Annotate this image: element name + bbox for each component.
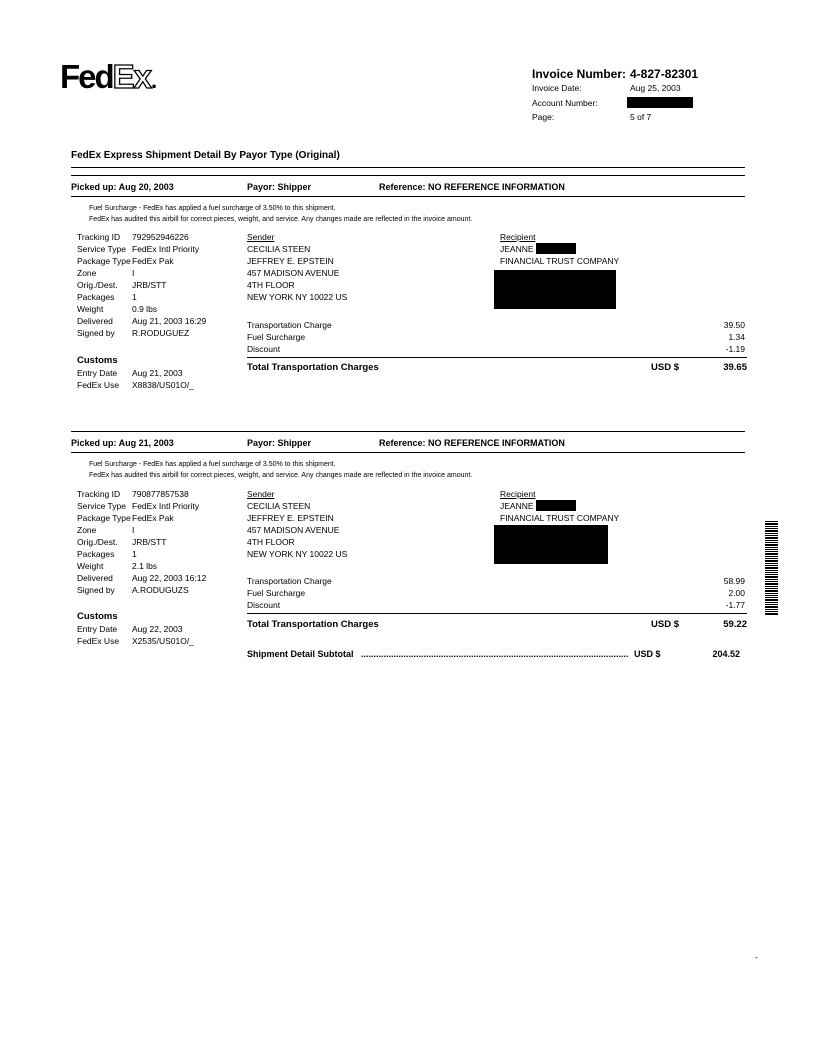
fuel-surcharge-note: Fuel Surcharge - FedEx has applied a fuel surcharge of 3.50% to this shipment. (89, 205, 336, 212)
total-divider (247, 357, 747, 358)
recipient-line: JEANNE (500, 501, 534, 511)
tracking-id-label: Tracking ID (77, 489, 121, 499)
fuel-surcharge: 1.34 (728, 332, 745, 342)
sender-line: CECILIA STEEN (247, 244, 311, 254)
sender-heading: Sender (247, 489, 275, 499)
weight-label: Weight (77, 304, 104, 314)
logo-dot: . (151, 68, 156, 93)
recipient-address-redaction (494, 525, 608, 564)
sender-line: CECILIA STEEN (247, 501, 311, 511)
sender-line: JEFFREY E. EPSTEIN (247, 256, 334, 266)
account-number-redaction (627, 97, 693, 108)
packages-label: Packages (77, 292, 115, 302)
package-type: FedEx Pak (132, 513, 174, 523)
sender-line: 457 MADISON AVENUE (247, 525, 340, 535)
fedex-use: X8838/US01O/_ (132, 380, 194, 390)
fuel-surcharge: 2.00 (728, 588, 745, 598)
audit-note: FedEx has audited this airbill for correct pieces, weight, and service. Any changes made are reflected in the invoice amount. (89, 216, 473, 223)
customs-heading: Customs (77, 611, 118, 622)
total-label: Total Transportation Charges (247, 362, 379, 373)
zone: I (132, 525, 135, 535)
fedex-logo (60, 60, 155, 93)
service-type-label: Service Type (77, 501, 126, 511)
zone-label: Zone (77, 525, 97, 535)
fedex-use-label: FedEx Use (77, 636, 120, 646)
orig-dest: JRB/STT (132, 537, 167, 547)
fedex-use-label: FedEx Use (77, 380, 120, 390)
packages: 1 (132, 549, 137, 559)
delivered-label: Delivered (77, 316, 113, 326)
invoice-number: 4-827-82301 (630, 67, 699, 81)
recipient-heading: Recipient (500, 232, 536, 242)
tracking-id-label: Tracking ID (77, 232, 121, 242)
discount-label: Discount (247, 600, 281, 610)
entry-date: Aug 21, 2003 (132, 368, 183, 378)
signed-by: A.RODUGUZS (132, 585, 189, 595)
invoice-number-label: Invoice Number: (532, 67, 627, 81)
invoice-date: Aug 25, 2003 (630, 83, 681, 93)
entry-date-label: Entry Date (77, 624, 118, 634)
footer-mark: - (755, 952, 758, 962)
total-currency: USD $ (651, 362, 679, 373)
transportation-charge-label: Transportation Charge (247, 576, 332, 586)
package-type-label: Package Type (77, 256, 131, 266)
weight: 2.1 lbs (132, 561, 158, 571)
shipment-top-divider (71, 431, 745, 432)
fuel-surcharge-note: Fuel Surcharge - FedEx has applied a fuel surcharge of 3.50% to this shipment. (89, 461, 336, 468)
total-value: 39.65 (723, 362, 747, 373)
subtotal-label: Shipment Detail Subtotal (247, 649, 354, 659)
packages-label: Packages (77, 549, 115, 559)
tracking-id: 792952946226 (132, 232, 189, 242)
customs-heading: Customs (77, 355, 118, 366)
recipient-line: FINANCIAL TRUST COMPANY (500, 513, 620, 523)
package-type: FedEx Pak (132, 256, 174, 266)
reference: Reference: NO REFERENCE INFORMATION (379, 182, 565, 192)
subtotal-value: 204.52 (712, 649, 740, 659)
page-value: 5 of 7 (630, 112, 652, 122)
discount: -1.77 (725, 600, 745, 610)
orig-dest-label: Orig./Dest. (77, 537, 118, 547)
reference: Reference: NO REFERENCE INFORMATION (379, 438, 565, 448)
recipient-line: JEANNE (500, 244, 534, 254)
recipient-heading: Recipient (500, 489, 536, 499)
page-label: Page: (532, 112, 555, 122)
total-value: 59.22 (723, 619, 747, 630)
fedex-use: X2535/US01O/_ (132, 636, 194, 646)
orig-dest: JRB/STT (132, 280, 167, 290)
recipient-name-redaction (536, 500, 576, 511)
package-type-label: Package Type (77, 513, 131, 523)
transportation-charge: 39.50 (723, 320, 745, 330)
signed-by-label: Signed by (77, 585, 115, 595)
sender-line: JEFFREY E. EPSTEIN (247, 513, 334, 523)
page-title: FedEx Express Shipment Detail By Payor Type (Original) (71, 150, 340, 161)
weight-label: Weight (77, 561, 104, 571)
sender-line: NEW YORK NY 10022 US (247, 292, 348, 302)
zone-label: Zone (77, 268, 97, 278)
shipment-top-divider (71, 175, 745, 176)
delivered-label: Delivered (77, 573, 113, 583)
picked-up: Picked up: Aug 20, 2003 (71, 182, 174, 192)
subtotal-currency: USD $ (634, 649, 661, 659)
subtotal-dots: ........................................................................................................... (361, 649, 629, 659)
logo-fed: Fed (60, 58, 113, 95)
service-type: FedEx Intl Priority (132, 501, 200, 511)
signed-by: R.RODUGUEZ (132, 328, 190, 338)
recipient-line: FINANCIAL TRUST COMPANY (500, 256, 620, 266)
transportation-charge-label: Transportation Charge (247, 320, 332, 330)
audit-note: FedEx has audited this airbill for correct pieces, weight, and service. Any changes made are reflected in the invoice amount. (89, 472, 473, 479)
total-currency: USD $ (651, 619, 679, 630)
service-type: FedEx Intl Priority (132, 244, 200, 254)
orig-dest-label: Orig./Dest. (77, 280, 118, 290)
weight: 0.9 lbs (132, 304, 158, 314)
zone: I (132, 268, 135, 278)
discount-label: Discount (247, 344, 281, 354)
recipient-address-redaction (494, 270, 616, 309)
discount: -1.19 (725, 344, 745, 354)
sender-line: 4TH FLOOR (247, 280, 295, 290)
account-number-label: Account Number: (532, 98, 598, 108)
invoice-date-label: Invoice Date: (532, 83, 582, 93)
signed-by-label: Signed by (77, 328, 115, 338)
total-label: Total Transportation Charges (247, 619, 379, 630)
transportation-charge: 58.99 (723, 576, 745, 586)
fuel-surcharge-label: Fuel Surcharge (247, 332, 306, 342)
payor: Payor: Shipper (247, 438, 312, 448)
recipient-name-redaction (536, 243, 576, 254)
total-divider (247, 613, 747, 614)
fuel-surcharge-label: Fuel Surcharge (247, 588, 306, 598)
logo-ex: Ex (112, 58, 152, 95)
payor: Payor: Shipper (247, 182, 312, 192)
barcode (765, 521, 778, 621)
service-type-label: Service Type (77, 244, 126, 254)
title-divider (71, 167, 745, 168)
sender-line: 4TH FLOOR (247, 537, 295, 547)
shipment-header-divider (71, 452, 745, 453)
sender-line: 457 MADISON AVENUE (247, 268, 340, 278)
sender-heading: Sender (247, 232, 275, 242)
entry-date-label: Entry Date (77, 368, 118, 378)
entry-date: Aug 22, 2003 (132, 624, 183, 634)
shipment-header-divider (71, 196, 745, 197)
picked-up: Picked up: Aug 21, 2003 (71, 438, 174, 448)
delivered: Aug 21, 2003 16:29 (132, 316, 207, 326)
tracking-id: 790877857538 (132, 489, 189, 499)
delivered: Aug 22, 2003 16:12 (132, 573, 207, 583)
sender-line: NEW YORK NY 10022 US (247, 549, 348, 559)
packages: 1 (132, 292, 137, 302)
